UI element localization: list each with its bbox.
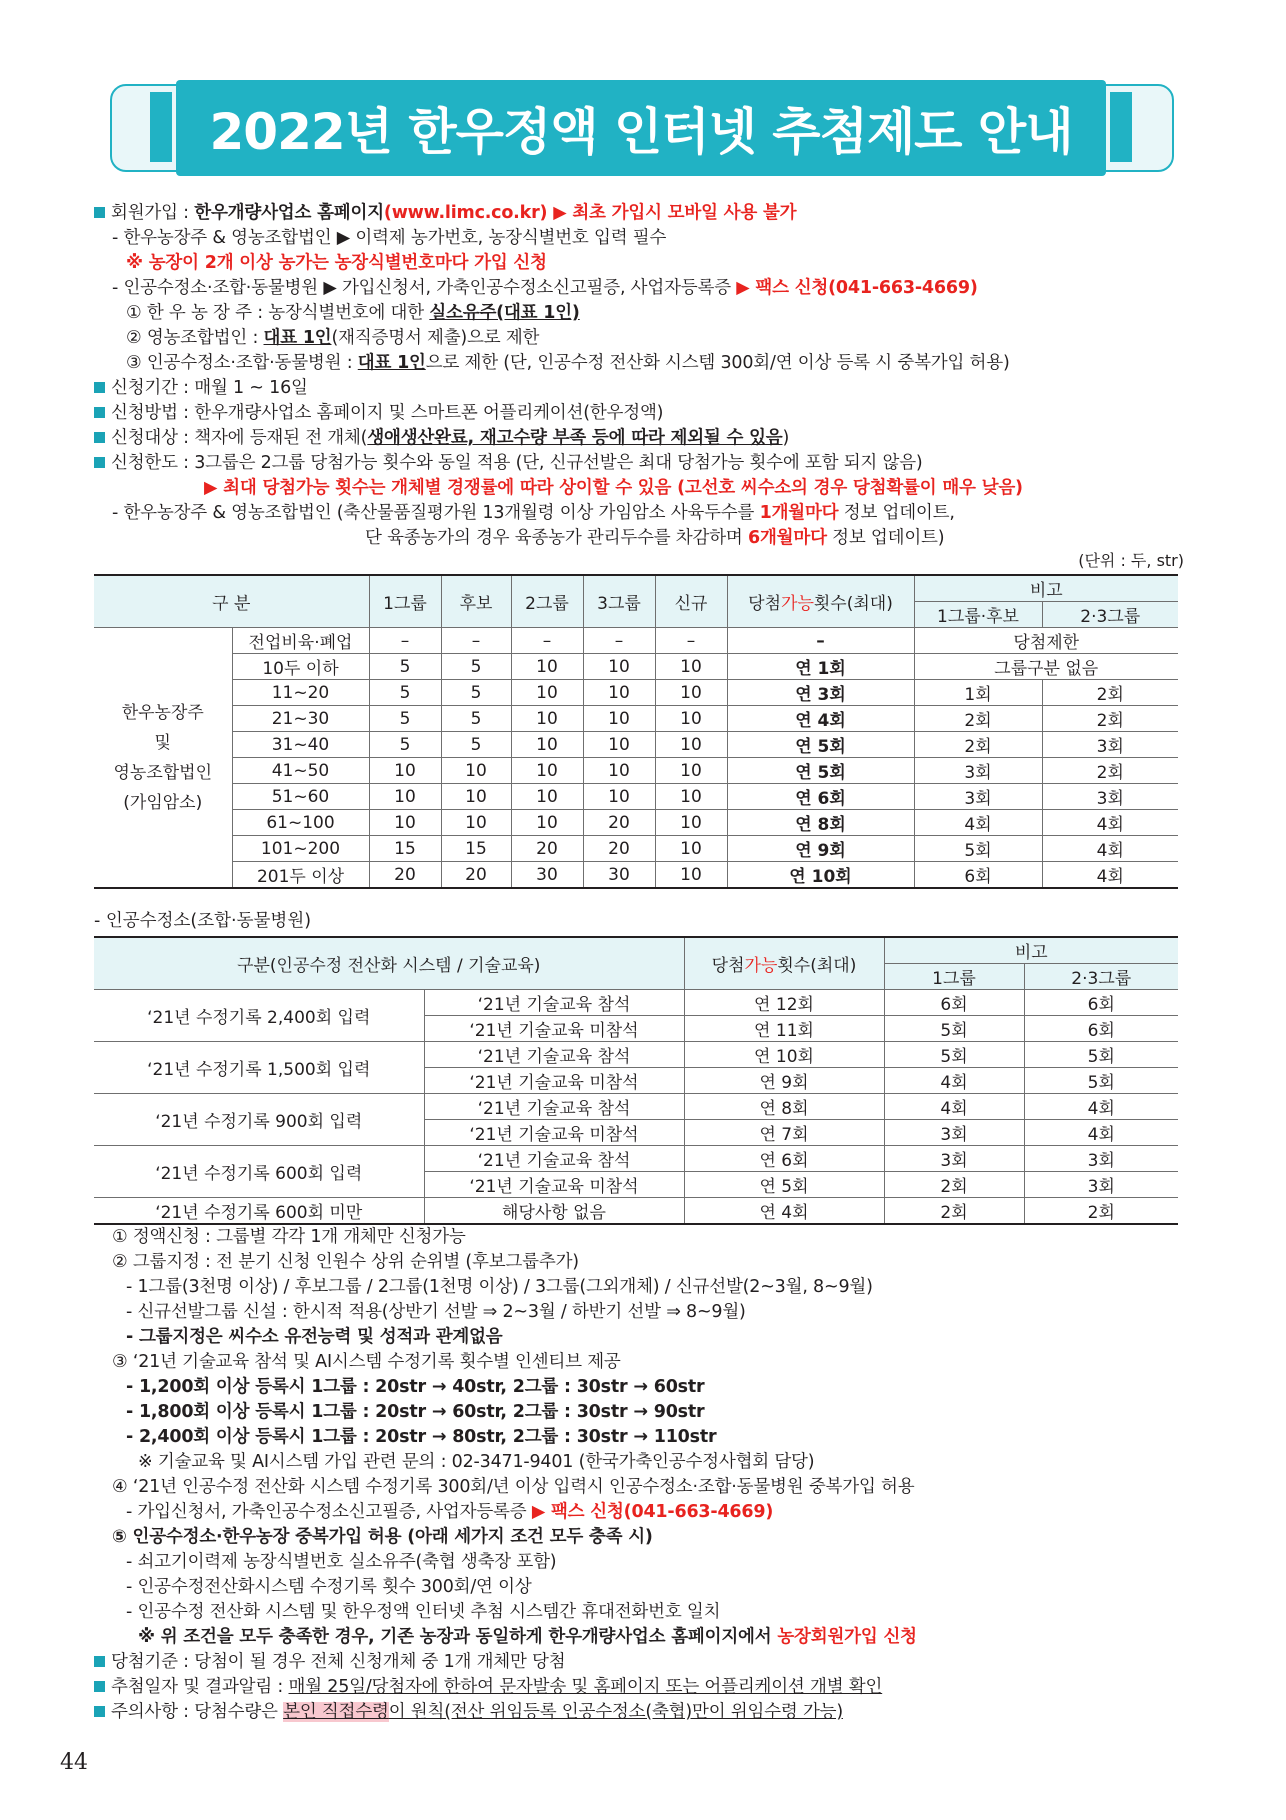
table-row	[94, 706, 1178, 732]
cell-value: 5	[441, 680, 511, 706]
note-underline: 매월 25일/당첨자에 한하여 문자발송 및 홈페이지 또는 어플리케이션 개별 확인	[288, 1677, 883, 1697]
cell-win: 연 10회	[727, 862, 914, 889]
cell-value: 10	[655, 680, 727, 706]
cell-range: 101~200	[232, 836, 369, 862]
banner-fill	[176, 80, 1106, 176]
th-note-sub: 1그룹·후보	[914, 602, 1042, 628]
note-line	[94, 1325, 1194, 1350]
note-line	[94, 1500, 1194, 1525]
update-text: - 한우농장주 & 영농조합법인 (축산물품질평가원 13개월령 이상 가임암소 사육두수를	[112, 503, 760, 523]
intro-line-target	[94, 426, 1194, 451]
cell-value: 10	[441, 758, 511, 784]
table-row	[94, 810, 1178, 836]
row-label-line: 한우농장주	[121, 702, 204, 723]
homepage-url[interactable]: (www.limc.co.kr)	[383, 203, 548, 223]
bullet-square-icon	[94, 457, 105, 468]
unit-label: (단위 : 두, str)	[1078, 551, 1184, 570]
th-col: 후보	[441, 575, 511, 628]
page-title: 2022년 한우정액 인터넷 추첨제도 안내	[209, 103, 1073, 161]
th-group: 구 분	[94, 575, 369, 628]
cell-value: 10	[583, 784, 655, 810]
cell-value: 10	[369, 758, 441, 784]
cell-value: 10	[511, 758, 583, 784]
intro-line-method	[94, 401, 1194, 426]
insemination-subtitle: - 인공수정소(조합·동물병원)	[94, 911, 312, 931]
cell-range: 61~100	[232, 810, 369, 836]
note-bold: ※ 위 조건을 모두 충족한 경우, 기존 농장과 동일하게 한우개량사업소 홈페이지에서	[138, 1627, 778, 1647]
cell-edu: 해당사항 없음	[424, 1198, 684, 1225]
th-note: 비고	[884, 937, 1178, 964]
owner-rule-text: ① 한 우 농 장 주 : 농장식별번호에 대한	[126, 303, 430, 323]
cell-note-2: 3회	[1042, 732, 1178, 758]
th-win-b: 가능	[744, 956, 778, 976]
cell-value: 10	[655, 862, 727, 889]
cell-value: 10	[441, 810, 511, 836]
intro-line-limit-warning	[94, 476, 1194, 501]
cell-value: 10	[655, 784, 727, 810]
intro-line-corp-rule	[94, 326, 1194, 351]
cell-value: 5	[369, 654, 441, 680]
cell-win: 연 5회	[727, 732, 914, 758]
cell-value: 10	[655, 732, 727, 758]
cell-value: 10	[583, 680, 655, 706]
cell-win: 연 8회	[727, 810, 914, 836]
cell-win: 연 6회	[727, 784, 914, 810]
bullet-square-icon	[94, 407, 105, 418]
cell-value: 10	[655, 654, 727, 680]
note-bold: ⑤ 인공수정소·한우농장 중복가입 허용 (아래 세가지 조건 모두 충족 시)	[112, 1527, 653, 1547]
cell-value: 10	[511, 654, 583, 680]
cell-value: 10	[583, 732, 655, 758]
cell-edu: ‘21년 기술교육 미참석	[424, 1068, 684, 1094]
th-note: 비고	[914, 575, 1178, 602]
cell-value: 15	[441, 836, 511, 862]
note-line: ③ ‘21년 기술교육 참석 및 AI시스템 수정기록 횟수별 인센티브 제공	[112, 1352, 621, 1372]
cell-win: 연 6회	[684, 1146, 884, 1172]
table-row	[94, 1146, 1178, 1172]
cell-win: 연 9회	[727, 836, 914, 862]
target-close: )	[782, 428, 790, 448]
cell-edu: ‘21년 기술교육 참석	[424, 990, 684, 1016]
cell-note-2: 2회	[1042, 680, 1178, 706]
cell-note-2: 3회	[1042, 784, 1178, 810]
cell-note: 당첨제한	[914, 628, 1178, 654]
breeding-text: 단 육종농가의 경우 육종농가 관리두수를 차감하며	[365, 528, 748, 548]
table-row	[94, 990, 1178, 1016]
note-line: - 인공수정 전산화 시스템 및 한우정액 인터넷 추첨 시스템간 휴대전화번호 일치	[126, 1602, 721, 1622]
corp-rule-bold: 대표 1인	[263, 328, 332, 348]
cell-range: 41~50	[232, 758, 369, 784]
cell-value: 10	[511, 810, 583, 836]
cell-note-1: 5회	[884, 1016, 1024, 1042]
cell-win: 연 1회	[727, 654, 914, 680]
note-line	[94, 1625, 1194, 1650]
note-line: - 1그룹(3천명 이상) / 후보그룹 / 2그룹(1천명 이상) / 3그룹(그외개체) / 신규선발(2~3월, 8~9월)	[126, 1277, 873, 1297]
cell-value: 10	[583, 758, 655, 784]
cell-win: 연 9회	[684, 1068, 884, 1094]
note-bold: - 그룹지정은 씨수소 유전능력 및 성적과 관계없음	[126, 1327, 503, 1347]
cell-note-2: 4회	[1042, 862, 1178, 889]
cell-value: 10	[655, 836, 727, 862]
table-row	[94, 680, 1178, 706]
cell-value: 10	[511, 784, 583, 810]
intro-line-multi-farm	[94, 251, 1194, 276]
cell-edu: ‘21년 기술교육 참석	[424, 1094, 684, 1120]
corp-rule-label: ② 영농조합법인 :	[126, 328, 264, 348]
note-text: 당첨기준 : 당첨이 될 경우 전체 신청개체 중 1개 개체만 당첨	[111, 1652, 566, 1672]
table-row	[94, 1094, 1178, 1120]
cell-value: 5	[369, 732, 441, 758]
cell-note-1: 3회	[884, 1120, 1024, 1146]
cell-value: 10	[441, 784, 511, 810]
note-line	[94, 1400, 1194, 1425]
insem-rule-text: 으로 제한 (단, 인공수정 전산화 시스템 300회/연 이상 등록 시 중복가입 허용)	[425, 353, 1010, 373]
cell-win: 연 4회	[727, 706, 914, 732]
note-bold: - 2,400회 이상 등록시 1그룹 : 20str → 80str, 2그룹 : 30str → 110str	[126, 1427, 717, 1447]
mobile-notice: ▶ 최초 가입시 모바일 사용 불가	[547, 203, 797, 223]
th-col: 1그룹	[369, 575, 441, 628]
cell-note-2: 2회	[1042, 706, 1178, 732]
cell-value: 10	[583, 706, 655, 732]
cell-range: 201두 이상	[232, 862, 369, 889]
cell-record: ‘21년 수정기록 600회 입력	[94, 1146, 424, 1198]
th-col: 신규	[655, 575, 727, 628]
update-monthly: 1개월마다	[759, 503, 839, 523]
cell-value: 20	[369, 862, 441, 889]
cell-note-1: 5회	[914, 836, 1042, 862]
note-highlight: 본인 직접수령	[283, 1702, 389, 1722]
note-line	[94, 1525, 1194, 1550]
note-underline: 이 원칙(전산 위임등록 인공수정소(축협)만이 위임수령 가능)	[388, 1702, 843, 1722]
cell-value: 20	[583, 810, 655, 836]
note-line: - 쇠고기이력제 농장식별번호 실소유주(축협 생축장 포함)	[126, 1552, 557, 1572]
table-row	[94, 654, 1178, 680]
row-group-label	[94, 628, 232, 889]
row-label-line: 영농조합법인	[113, 762, 213, 783]
th-win-count	[684, 937, 884, 990]
cell-range: 10두 이하	[232, 654, 369, 680]
cell-value: –	[511, 628, 583, 654]
cell-range: 51~60	[232, 784, 369, 810]
bullet-square-icon	[94, 432, 105, 443]
intro-line-owner-rule	[94, 301, 1194, 326]
cell-value: 5	[441, 732, 511, 758]
cell-value: 10	[583, 654, 655, 680]
table-row	[94, 862, 1178, 889]
th-win-a: 당첨	[711, 956, 745, 976]
cell-note-1: 6회	[884, 990, 1024, 1016]
cell-value: –	[369, 628, 441, 654]
limit-warning: ▶ 최대 당첨가능 횟수는 개체별 경쟁률에 따라 상이할 수 있음 (고선호 씨수소의 경우 당첨확률이 매우 낮음)	[204, 478, 1023, 498]
cell-note-2: 2회	[1042, 758, 1178, 784]
intro-section	[94, 201, 1194, 551]
membership-label: 회원가입 :	[111, 203, 195, 223]
bullet-square-icon	[94, 207, 105, 218]
cell-value: 5	[441, 654, 511, 680]
cell-value: 10	[511, 732, 583, 758]
note-text: - 가입신청서, 가축인공수정소신고필증, 사업자등록증	[126, 1502, 532, 1522]
cell-value: 20	[511, 836, 583, 862]
cell-edu: ‘21년 기술교육 참석	[424, 1146, 684, 1172]
insemination-quota-table	[94, 936, 1178, 1225]
table-row	[94, 758, 1178, 784]
th-division: 구분(인공수정 전산화 시스템 / 기술교육)	[94, 937, 684, 990]
bullet-square-icon	[94, 382, 105, 393]
intro-line-insemination	[94, 276, 1194, 301]
cell-value: 5	[441, 706, 511, 732]
table-row	[94, 1042, 1178, 1068]
cell-note-1: 4회	[914, 810, 1042, 836]
cell-note-2: 3회	[1024, 1172, 1178, 1198]
cell-win: 연 10회	[684, 1042, 884, 1068]
th-win-b: 가능	[781, 594, 814, 614]
cell-record: ‘21년 수정기록 1,500회 입력	[94, 1042, 424, 1094]
th-col: 3그룹	[583, 575, 655, 628]
cell-record: ‘21년 수정기록 600회 미만	[94, 1198, 424, 1225]
cell-note-2: 4회	[1042, 810, 1178, 836]
cell-note-2: 2회	[1024, 1198, 1178, 1225]
cell-note: 그룹구분 없음	[914, 654, 1178, 680]
cell-note-1: 5회	[884, 1042, 1024, 1068]
banner-tab-left	[150, 92, 172, 162]
intro-line-limit	[94, 451, 1194, 476]
cell-range: 전업비육·폐업	[232, 628, 369, 654]
cell-note-2: 5회	[1024, 1042, 1178, 1068]
cell-record: ‘21년 수정기록 2,400회 입력	[94, 990, 424, 1042]
cell-value: 5	[369, 680, 441, 706]
note-bold: - 1,200회 이상 등록시 1그룹 : 20str → 40str, 2그룹 : 30str → 60str	[126, 1377, 705, 1397]
farm-signup-notice: 농장회원가입 신청	[777, 1627, 917, 1647]
insem-rule-bold: 대표 1인	[357, 353, 426, 373]
cell-range: 31~40	[232, 732, 369, 758]
notes-section	[94, 1225, 1194, 1725]
table-row	[94, 784, 1178, 810]
cell-note-1: 2회	[884, 1198, 1024, 1225]
table-row	[94, 732, 1178, 758]
bullet-square-icon	[94, 1656, 105, 1667]
cell-edu: ‘21년 기술교육 미참석	[424, 1120, 684, 1146]
update-tail: 정보 업데이트,	[838, 503, 955, 523]
cell-value: –	[583, 628, 655, 654]
cell-note-2: 6회	[1024, 1016, 1178, 1042]
cell-edu: ‘21년 기술교육 미참석	[424, 1172, 684, 1198]
note-line	[94, 1675, 1194, 1700]
th-win-count	[727, 575, 914, 628]
note-line	[94, 1700, 1194, 1725]
cell-value: 10	[369, 810, 441, 836]
cell-value: 30	[583, 862, 655, 889]
cell-note-1: 6회	[914, 862, 1042, 889]
insemination-docs: - 인공수정소·조합·동물병원 ▶ 가입신청서, 가축인공수정소신고필증, 사업자등록증	[112, 278, 737, 298]
table-row	[94, 836, 1178, 862]
th-note-sub: 2·3그룹	[1042, 602, 1178, 628]
cell-value: 10	[511, 706, 583, 732]
cell-range: 11~20	[232, 680, 369, 706]
cell-edu: ‘21년 기술교육 참석	[424, 1042, 684, 1068]
cell-value: 10	[511, 680, 583, 706]
intro-line-period	[94, 376, 1194, 401]
cell-value: 5	[369, 706, 441, 732]
owner-rule-bold: 실소유주(대표 1인)	[429, 303, 580, 323]
cell-value: 15	[369, 836, 441, 862]
th-win-a: 당첨	[748, 594, 782, 614]
cell-note-1: 2회	[914, 706, 1042, 732]
cell-win: 연 11회	[684, 1016, 884, 1042]
cell-win: 연 3회	[727, 680, 914, 706]
table-row	[94, 1198, 1178, 1225]
intro-line-farm-owner: - 한우농장주 & 영농조합법인 ▶ 이력제 농가번호, 농장식별번호 입력 필수	[112, 228, 667, 248]
cell-win: 연 12회	[684, 990, 884, 1016]
th-col: 2그룹	[511, 575, 583, 628]
multi-farm-notice: ※ 농장이 2개 이상 농가는 농장식별번호마다 가입 신청	[126, 253, 547, 273]
cell-value: –	[655, 628, 727, 654]
breeding-tail: 정보 업데이트)	[826, 528, 945, 548]
title-banner	[110, 84, 1174, 172]
fax-notice: ▶ 팩스 신청(041-663-4669)	[736, 278, 978, 298]
note-line: ① 정액신청 : 그룹별 각각 1개 개체만 신청가능	[112, 1227, 466, 1247]
cell-value: 10	[655, 706, 727, 732]
cell-note-2: 6회	[1024, 990, 1178, 1016]
insem-rule-label: ③ 인공수정소·조합·동물병원 :	[126, 353, 358, 373]
cell-record: ‘21년 수정기록 900회 입력	[94, 1094, 424, 1146]
method-text: 신청방법 : 한우개량사업소 홈페이지 및 스마트폰 어플리케이션(한우정액)	[111, 403, 664, 423]
cell-value: 20	[583, 836, 655, 862]
cell-win: 연 5회	[727, 758, 914, 784]
th-note-sub: 2·3그룹	[1024, 964, 1178, 990]
cell-note-2: 4회	[1042, 836, 1178, 862]
period-text: 신청기간 : 매월 1 ~ 16일	[111, 378, 308, 398]
cell-note-1: 3회	[914, 758, 1042, 784]
cell-value: 10	[369, 784, 441, 810]
intro-line-breeding	[94, 526, 1194, 551]
cell-note-2: 4회	[1024, 1120, 1178, 1146]
cell-note-1: 4회	[884, 1068, 1024, 1094]
note-line: ※ 기술교육 및 AI시스템 가입 관련 문의 : 02-3471-9401 (한국가축인공수정사협회 담당)	[138, 1452, 815, 1472]
limit-text: 신청한도 : 3그룹은 2그룹 당첨가능 횟수와 동일 적용 (단, 신규선발은 최대 당첨가능 횟수에 포함 되지 않음)	[111, 453, 923, 473]
note-line	[94, 1375, 1194, 1400]
row-label-line: (가임암소)	[123, 792, 203, 813]
note-bold: - 1,800회 이상 등록시 1그룹 : 20str → 60str, 2그룹 : 30str → 90str	[126, 1402, 705, 1422]
note-line: - 신규선발그룹 신설 : 한시적 적용(상반기 선발 ⇒ 2~3월 / 하반기 선발 ⇒ 8~9월)	[126, 1302, 746, 1322]
cell-note-2: 5회	[1024, 1068, 1178, 1094]
cell-range: 21~30	[232, 706, 369, 732]
cell-note-2: 4회	[1024, 1094, 1178, 1120]
corp-rule-text: (재직증명서 제출)으로 제한	[331, 328, 540, 348]
cell-win: –	[727, 628, 914, 654]
cell-value: 10	[655, 758, 727, 784]
fax-notice: ▶ 팩스 신청(041-663-4669)	[531, 1502, 774, 1522]
target-text: 신청대상 : 책자에 등재된 전 개체(	[111, 428, 368, 448]
cell-value: 20	[441, 862, 511, 889]
homepage-name: 한우개량사업소 홈페이지	[194, 203, 384, 223]
note-line	[94, 1425, 1194, 1450]
intro-line-update	[94, 501, 1194, 526]
cell-win: 연 8회	[684, 1094, 884, 1120]
cell-win: 연 4회	[684, 1198, 884, 1225]
note-text: 추첨일자 및 결과알림 :	[111, 1677, 289, 1697]
bullet-square-icon	[94, 1706, 105, 1717]
note-line	[94, 1650, 1194, 1675]
cell-note-1: 3회	[914, 784, 1042, 810]
note-line: ② 그룹지정 : 전 분기 신청 인원수 상위 순위별 (후보그룹추가)	[112, 1252, 579, 1272]
banner-tab-right	[1110, 92, 1132, 162]
note-line: ④ ‘21년 인공수정 전산화 시스템 수정기록 300회/년 이상 입력시 인공수정소·조합·동물병원 중복가입 허용	[112, 1477, 915, 1497]
th-win-c: 횟수(최대)	[813, 594, 893, 614]
cell-win: 연 7회	[684, 1120, 884, 1146]
intro-line-insem-rule	[94, 351, 1194, 376]
th-win-c: 횟수(최대)	[777, 956, 857, 976]
cell-note-1: 3회	[884, 1146, 1024, 1172]
note-text: 주의사항 : 당첨수량은	[111, 1702, 284, 1722]
cell-edu: ‘21년 기술교육 미참석	[424, 1016, 684, 1042]
cell-note-1: 2회	[914, 732, 1042, 758]
row-label-line: 및	[154, 732, 171, 753]
cell-note-1: 1회	[914, 680, 1042, 706]
cell-value: 10	[655, 810, 727, 836]
cell-note-2: 3회	[1024, 1146, 1178, 1172]
cell-win: 연 5회	[684, 1172, 884, 1198]
breeding-6month: 6개월마다	[747, 528, 827, 548]
cell-value: 30	[511, 862, 583, 889]
bullet-square-icon	[94, 1681, 105, 1692]
th-note-sub: 1그룹	[884, 964, 1024, 990]
cell-note-1: 2회	[884, 1172, 1024, 1198]
table-row	[94, 628, 1178, 654]
target-bold: 생애생산완료, 재고수량 부족 등에 따라 제외될 수 있음	[367, 428, 783, 448]
note-line: - 인공수정전산화시스템 수정기록 횟수 300회/연 이상	[126, 1577, 532, 1597]
cell-note-1: 4회	[884, 1094, 1024, 1120]
intro-line-membership	[94, 201, 1194, 226]
page-number: 44	[60, 1750, 88, 1775]
cell-value: –	[441, 628, 511, 654]
farm-quota-table	[94, 574, 1178, 889]
